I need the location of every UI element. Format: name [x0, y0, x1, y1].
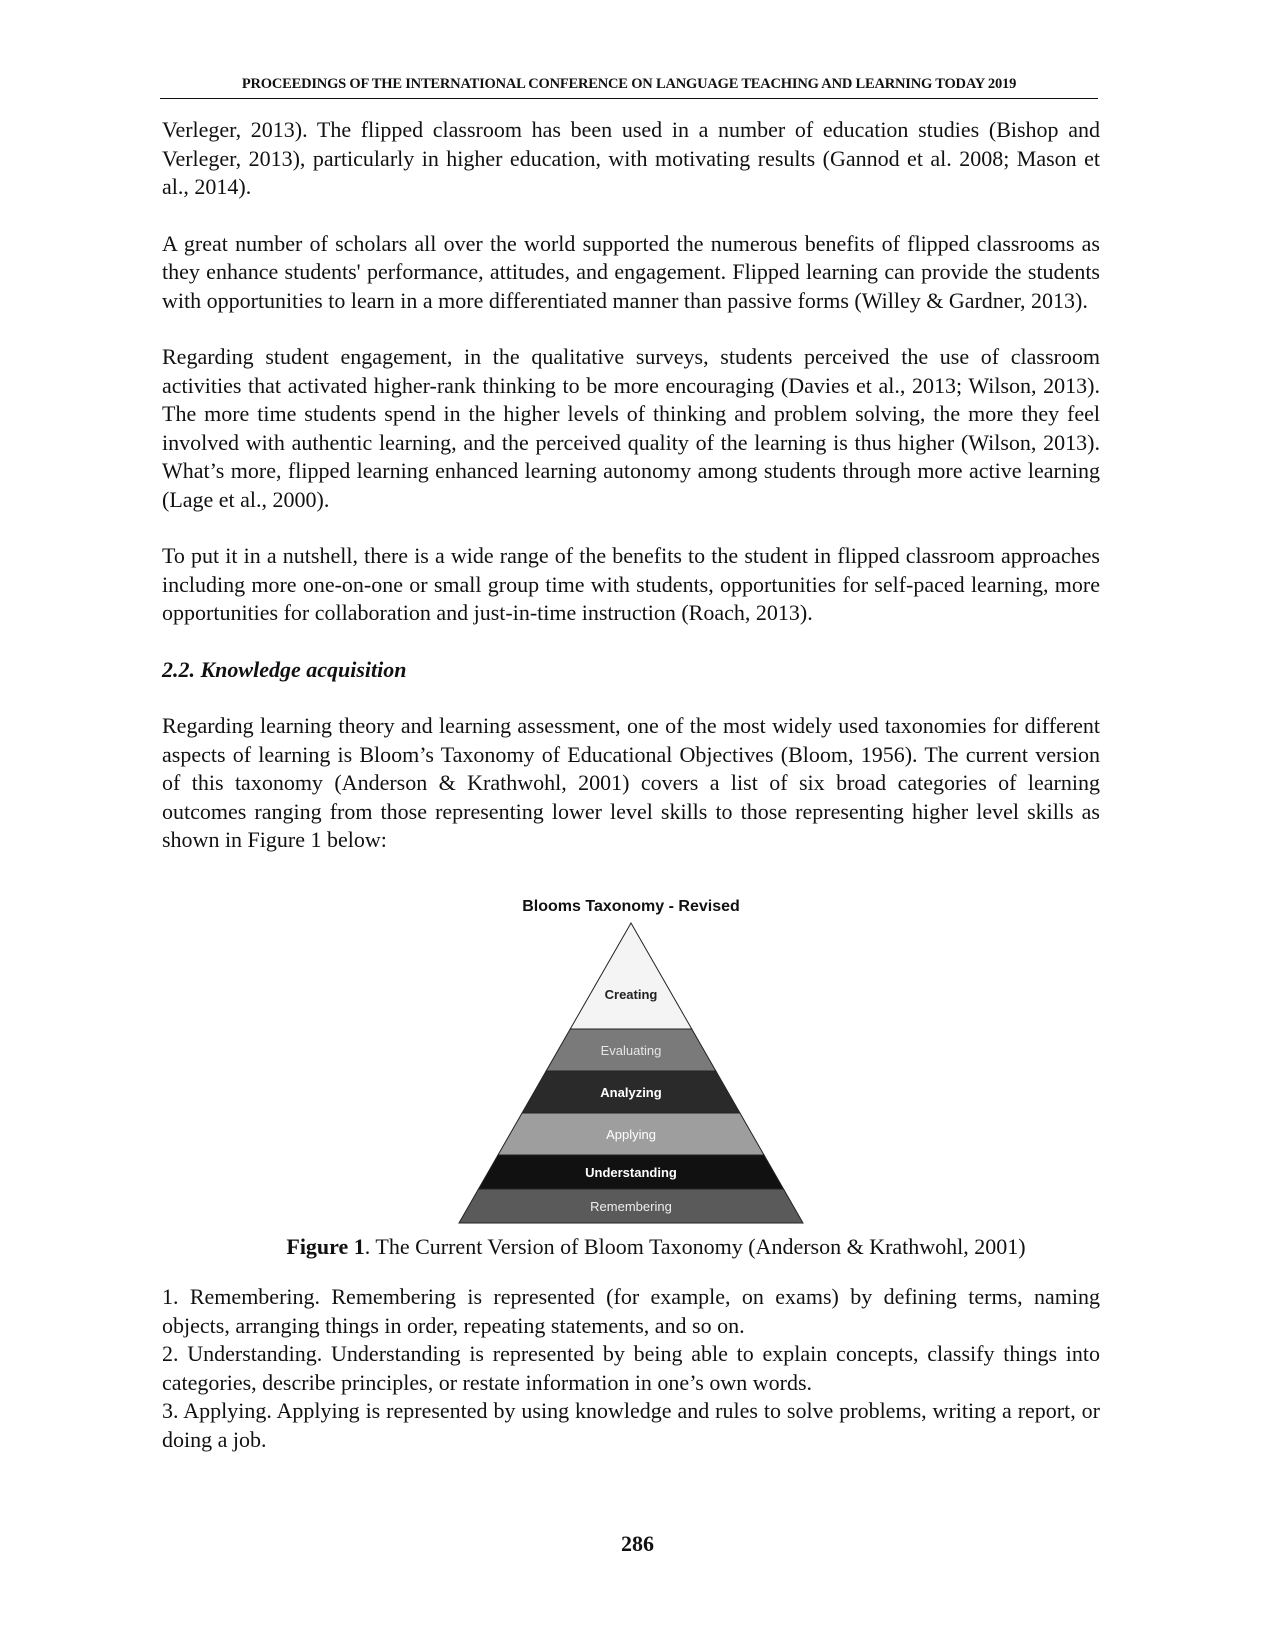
- section-heading: 2.2. Knowledge acquisition: [162, 656, 407, 682]
- paragraph: Regarding student engagement, in the qualitative surveys, students perceived the use of classroom activities that activated higher-rank thinking to be more encouraging (Davies et al., 2013; Wilson, 2013). The more time students spend in the higher levels of thinking and problem solving, the more they feel involved with authentic learning, and the perceived quality of the learning is thus higher (Wilson, 2013). What’s more, flipped learning enhanced learning autonomy among students through more active learning (Lage et al., 2000).: [162, 344, 1100, 512]
- list-item: 1. Remembering. Remembering is represented (for example, on exams) by defining terms, naming objects, arranging things in order, repeating statements, and so on.: [162, 1284, 1100, 1338]
- pyramid-label-analyzing: Analyzing: [600, 1084, 662, 1100]
- header-rule: [160, 98, 1098, 99]
- pyramid-label-creating: Creating: [604, 986, 658, 1002]
- figure-blooms-taxonomy: [162, 883, 1100, 1231]
- figure-title: Blooms Taxonomy - Revised: [522, 897, 740, 915]
- paragraph: Verleger, 2013). The flipped classroom has been used in a number of education studies (Bishop and Verleger, 2013), particularly in higher education, with motivating results (Gannod et al. 2008; Mason et al., 2014).: [162, 117, 1100, 199]
- page-number: 286: [621, 1531, 654, 1556]
- caption-text: . The Current Version of Bloom Taxonomy (Anderson & Krathwohl, 2001): [364, 1233, 1026, 1259]
- paragraph: Regarding learning theory and learning assessment, one of the most widely used taxonomies for different aspects of learning is Bloom’s Taxonomy of Educational Objectives (Bloom, 1956). The current version of this taxonomy (Anderson & Krathwohl, 2001) covers a list of six broad categories of learning outcomes ranging from those representing lower level skills to those representing higher level skills as shown in Figure 1 below:: [162, 713, 1100, 852]
- pyramid-layer-creating: [570, 923, 692, 1029]
- pyramid-label-applying: Applying: [606, 1126, 656, 1142]
- page-body: [162, 116, 1100, 1454]
- running-header: PROCEEDINGS OF THE INTERNATIONAL CONFERENCE ON LANGUAGE TEACHING AND LEARNING TODAY 2019: [241, 76, 1017, 92]
- list-item: 3. Applying. Applying is represented by using knowledge and rules to solve problems, writing a report, or doing a job.: [162, 1398, 1100, 1452]
- pyramid-label-evaluating: Evaluating: [600, 1042, 662, 1058]
- caption-label: Figure 1: [286, 1233, 365, 1259]
- paragraph: A great number of scholars all over the world supported the numerous benefits of flipped classrooms as they enhance students' performance, attitudes, and engagement. Flipped learning can provide the students with opportunities to learn in a more differentiated manner than passive forms (Willey & Gardner, 2013).: [162, 230, 1100, 313]
- list-item: 2. Understanding. Understanding is represented by being able to explain concepts, classify things into categories, describe principles, or restate information in one’s own words.: [162, 1341, 1100, 1395]
- figure-caption: [212, 1233, 1100, 1262]
- paragraph: To put it in a nutshell, there is a wide range of the benefits to the student in flipped classroom approaches including more one-on-one or small group time with students, opportunities for self-paced learning, more opportunities for collaboration and just-in-time instruction (Roach, 2013).: [162, 543, 1100, 625]
- numbered-list: [162, 1283, 1100, 1454]
- pyramid-label-understanding: Understanding: [585, 1164, 677, 1180]
- pyramid-diagram: [431, 883, 831, 1231]
- pyramid-label-remembering: Remembering: [590, 1198, 672, 1214]
